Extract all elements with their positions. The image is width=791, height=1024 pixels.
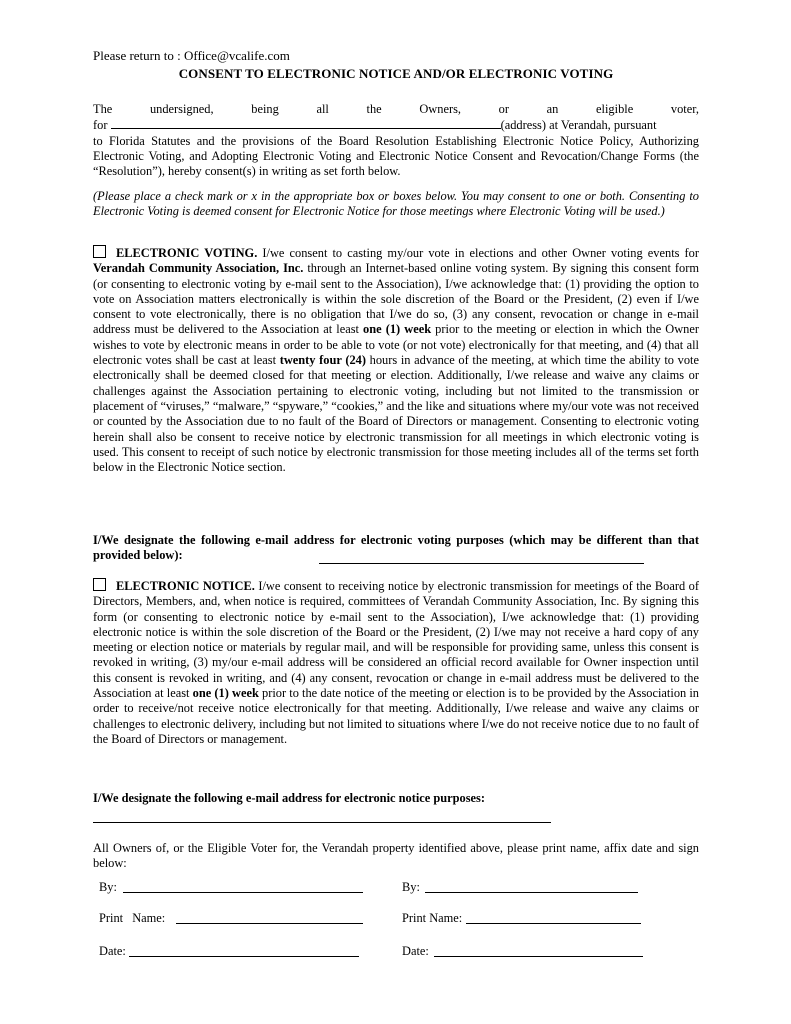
electronic-voting-checkbox[interactable] <box>93 245 106 258</box>
electronic-voting-heading: ELECTRONIC VOTING. <box>116 246 258 260</box>
association-name: Verandah Community Association, Inc. <box>93 261 304 276</box>
notice-email-label: I/We designate the following e-mail address for electronic notice purposes: <box>93 791 485 805</box>
voting-text-2: through an Internet-based online voting system. By signing this consent form (or consenting to electronic voting by e-mail sent to the Association), I/we acknowledge that: (1) providing the option to vote on Association matters electronically is within the sole discretion of the Board or the President, (2) even if I/we consent to vote electronically, there is no obligation that I/we do so, (3) any consent, revocation or change in e-mail address must be delivered to the Association at least <box>93 261 699 337</box>
intro-word: the <box>366 102 382 116</box>
notice-text-1: I/we consent to receiving notice by electronic transmission for meetings of the Board of Directors, Members, and, when notice is required, committees of Verandah Community Association, Inc. By signing this form (or consenting to electronic notice by e-mail sent to the Association), I/we acknowledge that: (1) providing electronic notice is within the sole discretion of the Board or the President, (2) I/we may not receive a hard copy of any meeting or election notice or materials by regular mail, and will be responsible for providing same, unless this consent is revoked in writing, (3) my/our e-mail address will be considered an official record available for Owner inspection until this consent is revoked in writing, and (4) any consent, revocation or change in e-mail address must be delivered to the Association at least <box>93 579 699 701</box>
date-field-left[interactable] <box>129 956 359 957</box>
voting-text-1: I/we consent to casting my/our vote in elections and other Owner voting events for <box>257 246 700 260</box>
by-label-left: By: <box>99 880 117 894</box>
one-week-bold: one (1) week <box>192 686 259 701</box>
for-label: for <box>93 118 108 133</box>
date-label-left: Date: <box>99 944 126 958</box>
intro-rest: to Florida Statutes and the provisions of the Board Resolution Establishing Electronic Notice Policy, Authorizing Electronic Voting, and Adopting Electronic Voting and Electronic Notice Consent and Revocation/Change Forms (the “Resolution”), hereby consent(s) in writing as set forth below. <box>93 133 699 179</box>
electronic-notice-section <box>93 578 699 747</box>
electronic-notice-heading: ELECTRONIC NOTICE. <box>116 579 255 593</box>
intro-word: all <box>316 102 329 116</box>
intro-word: Owners, <box>419 102 461 116</box>
by-field-left[interactable] <box>123 892 363 893</box>
print-name-label-right: Print Name: <box>402 911 463 925</box>
date-label-right: Date: <box>402 944 429 958</box>
intro-word: undersigned, <box>149 102 214 116</box>
voting-text-4: hours in advance of the meeting, at which time the ability to vote electronically shall be deemed closed for that meeting or election. Additionally, I/we release and waive any claims or challenges against the Association pertaining to electronic voting, including but not limited to the transmission or placement of “viruses,” “malware,” “spyware,” “cookies,” and the like and situations where my/our vote was not received or counted by the Association due to no fault of the Board of Directors or management. Consenting to electronic voting herein shall also be consent to receive notice by electronic transmission for all meetings in which electronic voting is used. This consent to receipt of such notice by electronic transmission for those meeting includes all of the terms set forth below in the Electronic Notice section. <box>93 353 699 475</box>
voting-email-field[interactable] <box>319 563 644 564</box>
intro-paragraph <box>93 102 699 179</box>
form-title: CONSENT TO ELECTRONIC NOTICE AND/OR ELECTRONIC VOTING <box>178 66 614 81</box>
electronic-notice-checkbox[interactable] <box>93 578 106 591</box>
electronic-voting-section <box>93 245 699 475</box>
intro-word: an <box>546 102 559 116</box>
intro-word: being <box>251 102 279 116</box>
print-name-field-right[interactable] <box>466 923 641 924</box>
signature-instruction: All Owners of, or the Eligible Voter for, the Verandah property identified above, please print name, affix date and sign below: <box>93 841 699 871</box>
intro-address-line <box>93 117 699 133</box>
voting-text-3: prior to the meeting or election in which the Owner wishes to vote by electronic means in order to be able to vote (or not vote) electronically for that meeting, and (4) that all electronic votes shall be cast at least <box>93 322 700 368</box>
notice-email-field[interactable] <box>93 822 551 823</box>
one-week-bold: one (1) week <box>363 322 432 337</box>
print-name-field-left[interactable] <box>176 923 363 924</box>
date-field-right[interactable] <box>434 956 643 957</box>
voting-email-designation <box>93 533 699 564</box>
instructions: (Please place a check mark or x in the appropriate box or boxes below. You may consent to one or both. Consenting to Electronic Voting is deemed consent for Electronic Notice for those meetings where Electronic Voting will be used.) <box>93 189 699 219</box>
intro-first-line <box>93 102 699 117</box>
intro-word: The <box>93 102 113 116</box>
print-name-label-left: Print Name: <box>99 911 166 925</box>
notice-text-2: prior to the date notice of the meeting or election is to be provided by the Association in order to receive/not receive notice electronically for that meeting. Additionally, I/we release and waive any claims or challenges to electronic delivery, including but not limited to situations where I/we do not receive notice due to no fault of the Board of Directors or management. <box>93 686 700 746</box>
by-label-right: By: <box>402 880 420 894</box>
by-field-right[interactable] <box>425 892 638 893</box>
address-field[interactable] <box>111 117 501 129</box>
twenty-four-bold: twenty four (24) <box>279 353 366 368</box>
intro-word: eligible <box>596 102 634 116</box>
intro-word: voter, <box>670 102 699 116</box>
voting-email-label: I/We designate the following e-mail address for electronic voting purposes (which may be different than that provided below): <box>93 533 699 563</box>
intro-word: or <box>498 102 509 116</box>
return-to-line: Please return to : Office@vcalife.com <box>93 48 290 63</box>
address-suffix: (address) at Verandah, pursuant <box>500 118 657 133</box>
